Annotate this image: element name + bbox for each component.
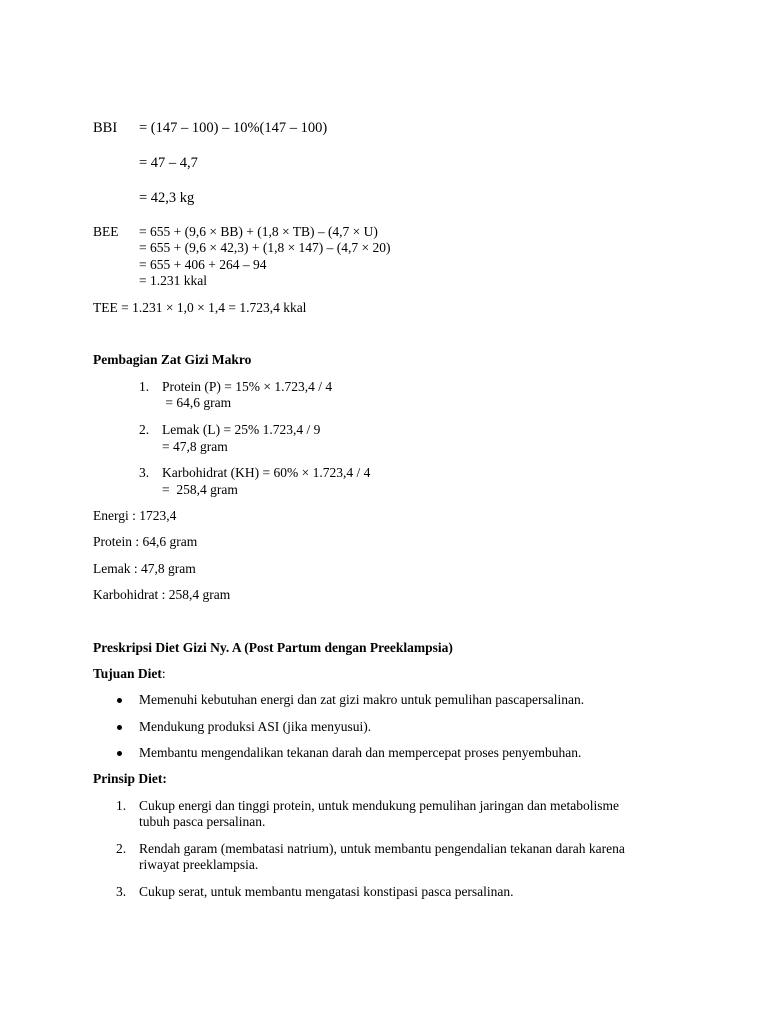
bee-step: = 655 + 406 + 264 – 94: [139, 257, 267, 272]
bee-result: = 1.231 kkal: [139, 273, 207, 288]
bullet-icon: [117, 698, 122, 703]
makro-item-line: = 258,4 gram: [162, 482, 238, 497]
list-number: 3.: [116, 884, 127, 899]
bee-label: BEE: [93, 224, 119, 239]
list-number: 1.: [116, 798, 127, 813]
bbi-label: BBI: [93, 120, 118, 136]
tujuan-heading: [93, 666, 166, 683]
bullet-icon: [117, 751, 122, 756]
summary-lemak: Lemak : 47,8 gram: [93, 561, 196, 576]
tujuan-colon: :: [161, 666, 166, 681]
summary-protein: Protein : 64,6 gram: [93, 534, 198, 549]
prinsip-heading: Prinsip Diet:: [93, 771, 167, 786]
makro-item-line: = 64,6 gram: [162, 395, 232, 410]
summary-energi: Energi : 1723,4: [93, 508, 177, 523]
prinsip-item-text: Cukup serat, untuk membantu mengatasi konstipasi pasca persalinan.: [139, 884, 514, 899]
makro-item-line: Lemak (L) = 25% 1.723,4 / 9: [162, 422, 321, 437]
tujuan-label: Tujuan Diet: [93, 666, 162, 681]
tujuan-item-text: Membantu mengendalikan tekanan darah dan mempercepat proses penyembuhan.: [139, 745, 582, 760]
makro-item-line: Protein (P) = 15% × 1.723,4 / 4: [162, 379, 333, 394]
makro-item-line: Karbohidrat (KH) = 60% × 1.723,4 / 4: [162, 465, 371, 480]
preskripsi-heading: Preskripsi Diet Gizi Ny. A (Post Partum dengan Preeklampsia): [93, 640, 453, 655]
list-number: 2.: [139, 422, 150, 437]
bee-formula: = 655 + (9,6 × BB) + (1,8 × TB) – (4,7 × U): [139, 224, 378, 239]
prinsip-item-text: riwayat preeklampsia.: [139, 857, 259, 872]
bee-substitution: = 655 + (9,6 × 42,3) + (1,8 × 147) – (4,7 × 20): [139, 240, 391, 255]
bbi-result: = 42,3 kg: [139, 190, 195, 206]
bbi-formula: = (147 – 100) – 10%(147 – 100): [139, 120, 328, 136]
prinsip-item-text: Rendah garam (membatasi natrium), untuk membantu pengendalian tekanan darah karena: [139, 841, 625, 856]
tujuan-item-text: Memenuhi kebutuhan energi dan zat gizi makro untuk pemulihan pascapersalinan.: [139, 692, 585, 707]
tujuan-item-text: Mendukung produksi ASI (jika menyusui).: [139, 719, 372, 734]
bbi-step: = 47 – 4,7: [139, 155, 198, 171]
makro-heading: Pembagian Zat Gizi Makro: [93, 352, 252, 367]
bullet-icon: [117, 725, 122, 730]
summary-karbohidrat: Karbohidrat : 258,4 gram: [93, 587, 231, 602]
tee-line: TEE = 1.231 × 1,0 × 1,4 = 1.723,4 kkal: [93, 300, 307, 315]
prinsip-item-text: tubuh pasca persalinan.: [139, 814, 266, 829]
list-number: 1.: [139, 379, 150, 394]
makro-item-line: = 47,8 gram: [162, 439, 228, 454]
list-number: 3.: [139, 465, 150, 480]
prinsip-item-text: Cukup energi dan tinggi protein, untuk mendukung pemulihan jaringan dan metabolisme: [139, 798, 620, 813]
list-number: 2.: [116, 841, 127, 856]
